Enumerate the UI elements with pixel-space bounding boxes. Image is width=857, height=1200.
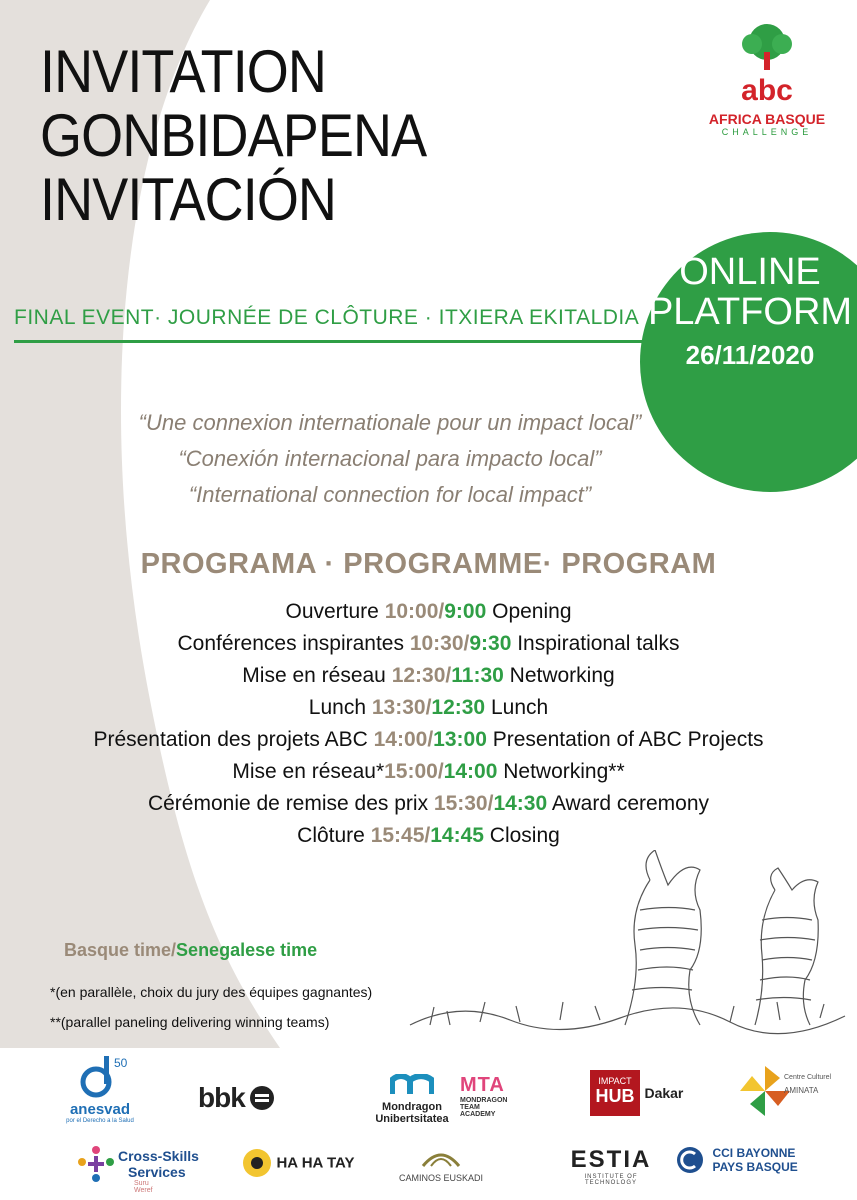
quote-english: “International connection for local impact” <box>188 482 592 507</box>
logo-name: AFRICA BASQUE <box>708 111 826 127</box>
program-item: Lunch 13:30/12:30 Lunch <box>308 696 549 719</box>
anesvad-logo: 50 anesvad por el Derecho a la Salud <box>66 1056 134 1124</box>
quote-spanish: “Conexión internacional para impacto local” <box>178 446 602 471</box>
africa-basque-challenge-logo <box>692 22 842 137</box>
title-line-spanish: INVITACIÓN <box>40 166 337 233</box>
cross-skills-services-logo: Cross-Skills Services Suru Weref <box>76 1144 116 1189</box>
program-item: Clôture 15:45/14:45 Closing <box>297 824 560 847</box>
mondragon-team-academy-logo: MTA MONDRAGON TEAM ACADEMY <box>460 1074 508 1118</box>
mondragon-mark-icon <box>390 1074 434 1096</box>
event-subtitle: FINAL EVENT· JOURNÉE DE CLÔTURE · ITXIERA EKITALDIA <box>14 306 640 329</box>
quotes-block <box>0 405 780 513</box>
quote-french: “Une connexion internationale pour un impact local” <box>138 410 642 435</box>
badge-date: 26/11/2020 <box>685 340 815 370</box>
impact-hub-box: IMPACT HUB <box>590 1070 640 1116</box>
badge-line-platform: PLATFORM <box>647 291 853 333</box>
divider-line <box>14 340 654 343</box>
footnote-french: *(en parallèle, choix du jury des équipes gagnantes) <box>50 984 373 1000</box>
caminos-arch-icon <box>421 1148 461 1168</box>
cci-mark-icon <box>676 1146 704 1174</box>
people-circle-icon <box>76 1144 116 1184</box>
program-list <box>0 596 857 852</box>
program-item: Ouverture 10:00/9:00 Opening <box>285 600 572 623</box>
bbk-symbol-icon <box>249 1085 275 1111</box>
program-item: Présentation des projets ABC 14:00/13:00 Presentation of ABC Projects <box>93 728 764 751</box>
logo-initials: abc <box>741 74 793 104</box>
impact-hub-dakar-logo: IMPACT HUB Dakar <box>590 1070 683 1116</box>
hahatay-sun-icon <box>242 1148 272 1178</box>
logo-subtitle: CHALLENGE <box>721 127 813 137</box>
footnote-english: **(parallel paneling delivering winning teams) <box>50 1014 330 1030</box>
timezone-legend: Basque time/Senegalese time <box>64 940 318 960</box>
invitation-title <box>40 40 469 232</box>
mondragon-unibertsitatea-logo: Mondragon Unibertsitatea <box>366 1074 458 1125</box>
title-line-french: INVITATION <box>40 38 327 105</box>
zebras-illustration <box>400 850 850 1050</box>
program-heading: PROGRAMA · PROGRAMME· PROGRAM <box>140 548 717 580</box>
bbk-logo: bbk <box>198 1082 275 1114</box>
program-item: Cérémonie de remise des prix 15:30/14:30 Award ceremony <box>147 792 710 815</box>
badge-line-online: ONLINE <box>679 251 821 293</box>
hahatay-logo: HA HA TAY <box>242 1148 355 1178</box>
centre-culturel-aminata-logo: Centre Culturel AMINATA <box>738 1064 792 1123</box>
title-line-basque: GONBIDAPENA <box>40 102 427 169</box>
caminos-euskadi-logo: CAMINOS EUSKADI <box>386 1148 496 1183</box>
program-item: Mise en réseau*15:00/14:00 Networking** <box>232 760 625 783</box>
tree-logo-icon <box>732 22 802 104</box>
program-item: Mise en réseau 12:30/11:30 Networking <box>242 664 615 687</box>
program-item: Conférences inspirantes 10:30/9:30 Inspirational talks <box>177 632 680 655</box>
sponsor-logos <box>0 1048 857 1200</box>
estia-logo: ESTIA INSTITUTE OF TECHNOLOGY <box>570 1146 652 1186</box>
cci-bayonne-logo: CCI BAYONNE PAYS BASQUE <box>676 1146 798 1174</box>
